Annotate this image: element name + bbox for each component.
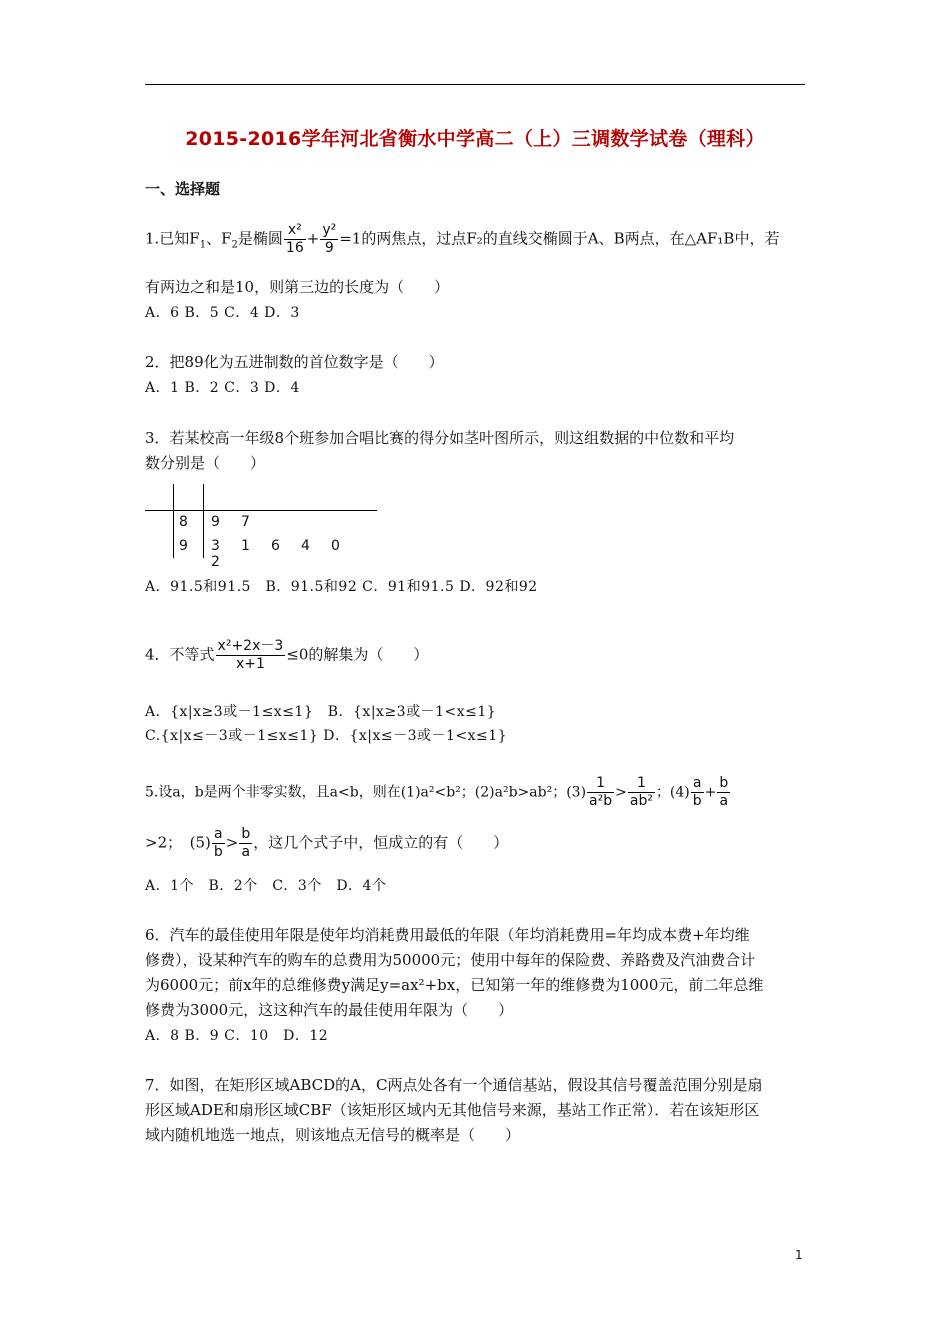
header-rule [145, 84, 805, 85]
leaves-2 [211, 538, 377, 570]
leaf: 6 [271, 538, 280, 554]
leaf: 0 [331, 538, 340, 554]
q1-mid: 、F [206, 229, 232, 248]
question-7-line-1: 7．如图，在矩形区域ABCD的A，C两点处各有一个通信基站，假设其信号覆盖范围分别是扇 [145, 1076, 763, 1094]
q5-sep: ；(4) [655, 784, 690, 801]
question-5-line-1 [145, 775, 731, 810]
q1-mid2: 是椭圆 [237, 229, 283, 248]
q1-sub1: 1 [199, 239, 207, 251]
q4-pre: 4．不等式 [145, 645, 215, 664]
q5-line2-pre: >2； (5) [145, 833, 211, 852]
stem-1: 8 [179, 514, 188, 530]
q5-frac-4: $\frac{b}{a}$ [719, 775, 729, 809]
q1-sub2: 2 [231, 239, 238, 251]
question-2-options: A．1 B．2 C．3 D．4 [145, 380, 300, 396]
question-3-line-1: 3．若某校高一年级8个班参加合唱比赛的得分如茎叶图所示，则这组数据的中位数和平均 [145, 429, 735, 447]
question-1-line-1 [145, 222, 779, 257]
question-4-options-2: C.{x|x≤－3或－1≤x≤1} D．{x|x≤－3或－1<x≤1} [145, 728, 508, 744]
leaf: 7 [241, 514, 250, 530]
q4-post: ≤0的解集为（ ） [286, 645, 429, 664]
leaves-1 [211, 514, 271, 530]
question-6-line-1: 6．汽车的最佳使用年限是使年均消耗费用最低的年限（年均消耗费用=年均成本费+年均维 [145, 926, 750, 944]
question-1-options: A．6 B．5 C．4 D．3 [145, 305, 300, 321]
q5-gt: > [615, 784, 627, 801]
question-6-line-3: 为6000元；前x年的总维修费y满足y=ax²+bx，已知第一年的维修费为1000元，前二年总维 [145, 976, 764, 994]
stem-leaf-h-line [145, 510, 377, 511]
leaf: 9 [211, 514, 220, 530]
question-5-line-2 [145, 826, 508, 861]
question-7-line-3: 域内随机地选一地点，则该地点无信号的概率是（ ） [145, 1126, 521, 1144]
question-5-options: A．1个 B．2个 C．3个 D．4个 [145, 878, 387, 894]
q1-fraction-y: $\frac{\text{y²}}{9}$ [322, 222, 337, 256]
question-3-line-2: 数分别是（ ） [145, 454, 266, 472]
q1-fraction-x: $\frac{\text{x²}}{16}$ [285, 222, 304, 256]
page-title: 2015-2016学年河北省衡水中学高二（上）三调数学试卷（理科） [185, 128, 765, 150]
q5-plus: + [704, 784, 717, 801]
section-heading: 一、选择题 [145, 180, 221, 198]
q1-pre: 1.已知F [145, 229, 200, 248]
stem-leaf-plot [145, 484, 377, 570]
q5-frac-3: $\frac{a}{b}$ [692, 775, 702, 809]
q1-post: 的两焦点，过点F₂的直线交椭圆于A、B两点，在△AF₁B中，若 [361, 229, 780, 248]
q5-pre: 5.设a，b是两个非零实数，且a<b，则在(1)a²<b²；(2)a²b>ab²；(3) [145, 784, 587, 801]
q5-frac-5: $\frac{a}{b}$ [213, 826, 223, 860]
stem-leaf-v-line-1 [173, 484, 174, 558]
q5-frac-6: $\frac{b}{a}$ [241, 826, 251, 860]
q4-fraction: $\frac{\text{x²+2x－3}}{x+1}$ [217, 638, 284, 672]
stem-2: 9 [179, 538, 188, 554]
question-6-line-2: 修费），设某种汽车的购车的总费用为50000元；使用中每年的保险费、养路费及汽油费合计 [145, 951, 756, 969]
q5-line2-post: ，这几个式子中，恒成立的有（ ） [253, 833, 509, 852]
stem-leaf-v-line-2 [203, 484, 204, 558]
question-7-line-2: 形区域ADE和扇形区域CBF（该矩形区域内无其他信号来源，基站工作正常）．若在该矩形区 [145, 1101, 760, 1119]
question-3-options: A．91.5和91.5 B．91.5和92 C．91和91.5 D．92和92 [145, 579, 538, 595]
question-1-line-2: 有两边之和是10，则第三边的长度为（ ） [145, 278, 450, 296]
question-4-text [145, 638, 428, 673]
leaf: 2 [211, 554, 220, 570]
question-4-options-1: A．{x|x≥3或－1≤x≤1} B．{x|x≥3或－1<x≤1} [145, 704, 497, 720]
question-6-line-4: 修费为3000元，这这种汽车的最佳使用年限为（ ） [145, 1001, 514, 1019]
q1-plus: + [306, 229, 320, 248]
leaf: 3 [211, 538, 220, 554]
q1-eq: =1 [339, 229, 362, 248]
question-6-options: A．8 B．9 C．10 D．12 [145, 1028, 329, 1044]
q5-frac-1: $\frac{1}{\text{a²b}}$ [589, 775, 613, 809]
leaf: 1 [241, 538, 250, 554]
question-2-text: 2．把89化为五进制数的首位数字是（ ） [145, 353, 444, 371]
q5-frac-2: $\frac{1}{\text{ab²}}$ [629, 775, 653, 809]
page-number: 1 [795, 1248, 803, 1262]
leaf: 4 [301, 538, 310, 554]
q5-gt2: > [225, 833, 239, 852]
